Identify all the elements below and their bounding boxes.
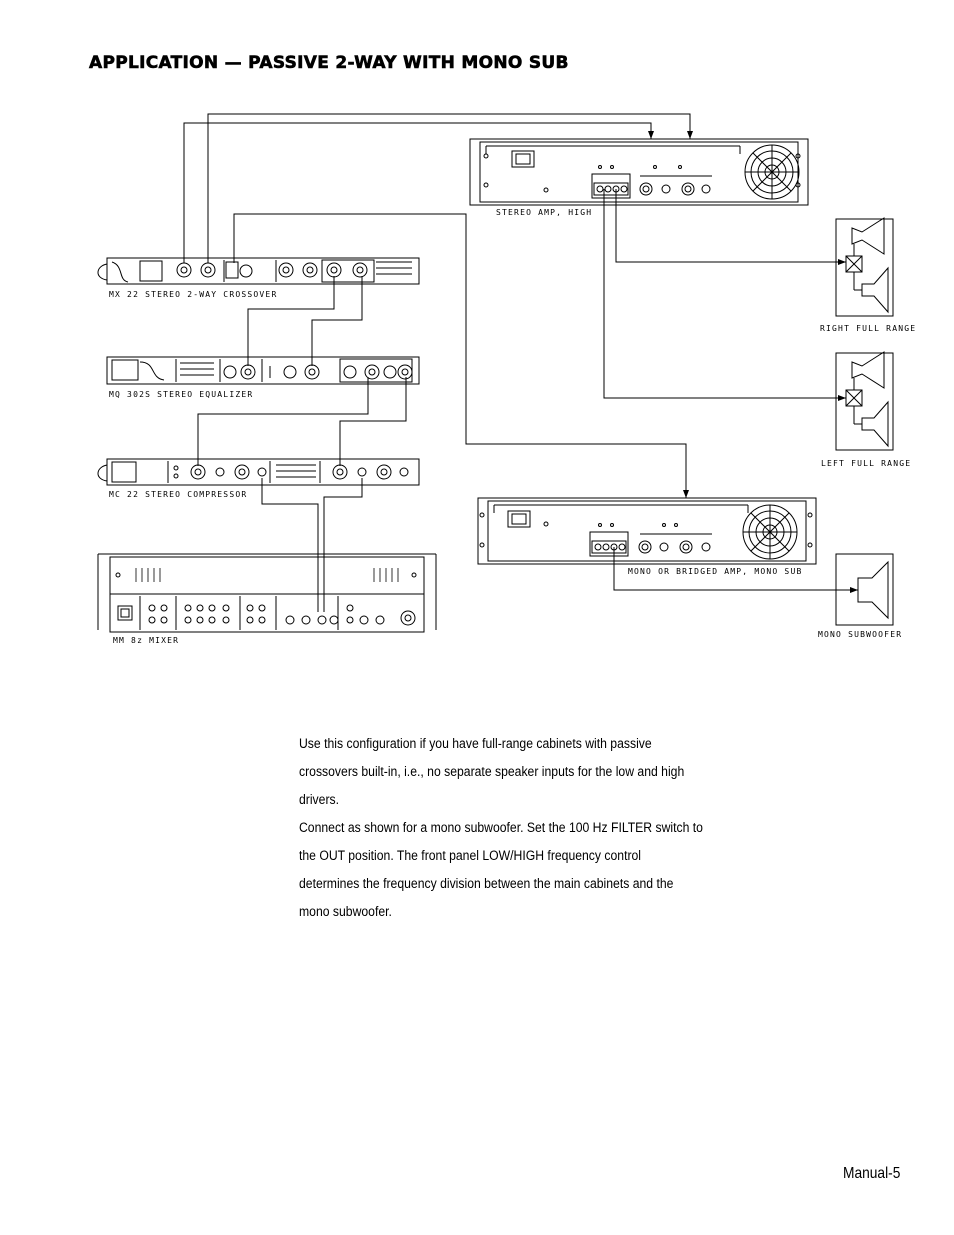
stereo-amp-label: STEREO AMP, HIGH (496, 208, 593, 217)
page-number: Manual-5 (843, 1165, 901, 1182)
equalizer-unit (107, 357, 419, 384)
cable-crossover-to-stereo-amp (184, 114, 690, 263)
left-speaker-label: LEFT FULL RANGE (821, 459, 912, 468)
description-text (299, 730, 703, 926)
compressor-label: MC 22 STEREO COMPRESSOR (109, 490, 248, 499)
left-speaker (836, 352, 893, 450)
crossover-unit (98, 258, 419, 284)
compressor-unit (98, 459, 419, 485)
mono-amp-label: MONO OR BRIDGED AMP, MONO SUB (628, 567, 803, 576)
cable-stereo-amp-to-speakers (604, 189, 846, 398)
cable-crossover-to-mono-amp (234, 214, 686, 498)
stereo-amp-unit (470, 139, 808, 205)
right-speaker (836, 218, 893, 316)
mono-amp-unit (478, 498, 816, 564)
paragraph-2: Connect as shown for a mono subwoofer. Set the 100 Hz FILTER switch to the OUT position. The front panel LOW/HIGH frequency control determines the frequency division between the main cabinets and the mono subwoofer. (299, 820, 703, 920)
mixer-unit (98, 554, 436, 632)
page-title: APPLICATION — PASSIVE 2-WAY WITH MONO SUB (89, 53, 569, 73)
subwoofer-label: MONO SUBWOOFER (818, 630, 903, 639)
cable-mixer-to-compressor (262, 478, 362, 612)
crossover-label: MX 22 STEREO 2-WAY CROSSOVER (109, 290, 278, 299)
equalizer-label: MQ 302S STEREO EQUALIZER (109, 390, 254, 399)
paragraph-1: Use this configuration if you have full-range cabinets with passive crossovers built-in, i.e., no separate speaker inputs for the low and high drivers. (299, 736, 685, 808)
right-speaker-label: RIGHT FULL RANGE (820, 324, 917, 333)
mixer-label: MM 8z MIXER (113, 636, 180, 645)
